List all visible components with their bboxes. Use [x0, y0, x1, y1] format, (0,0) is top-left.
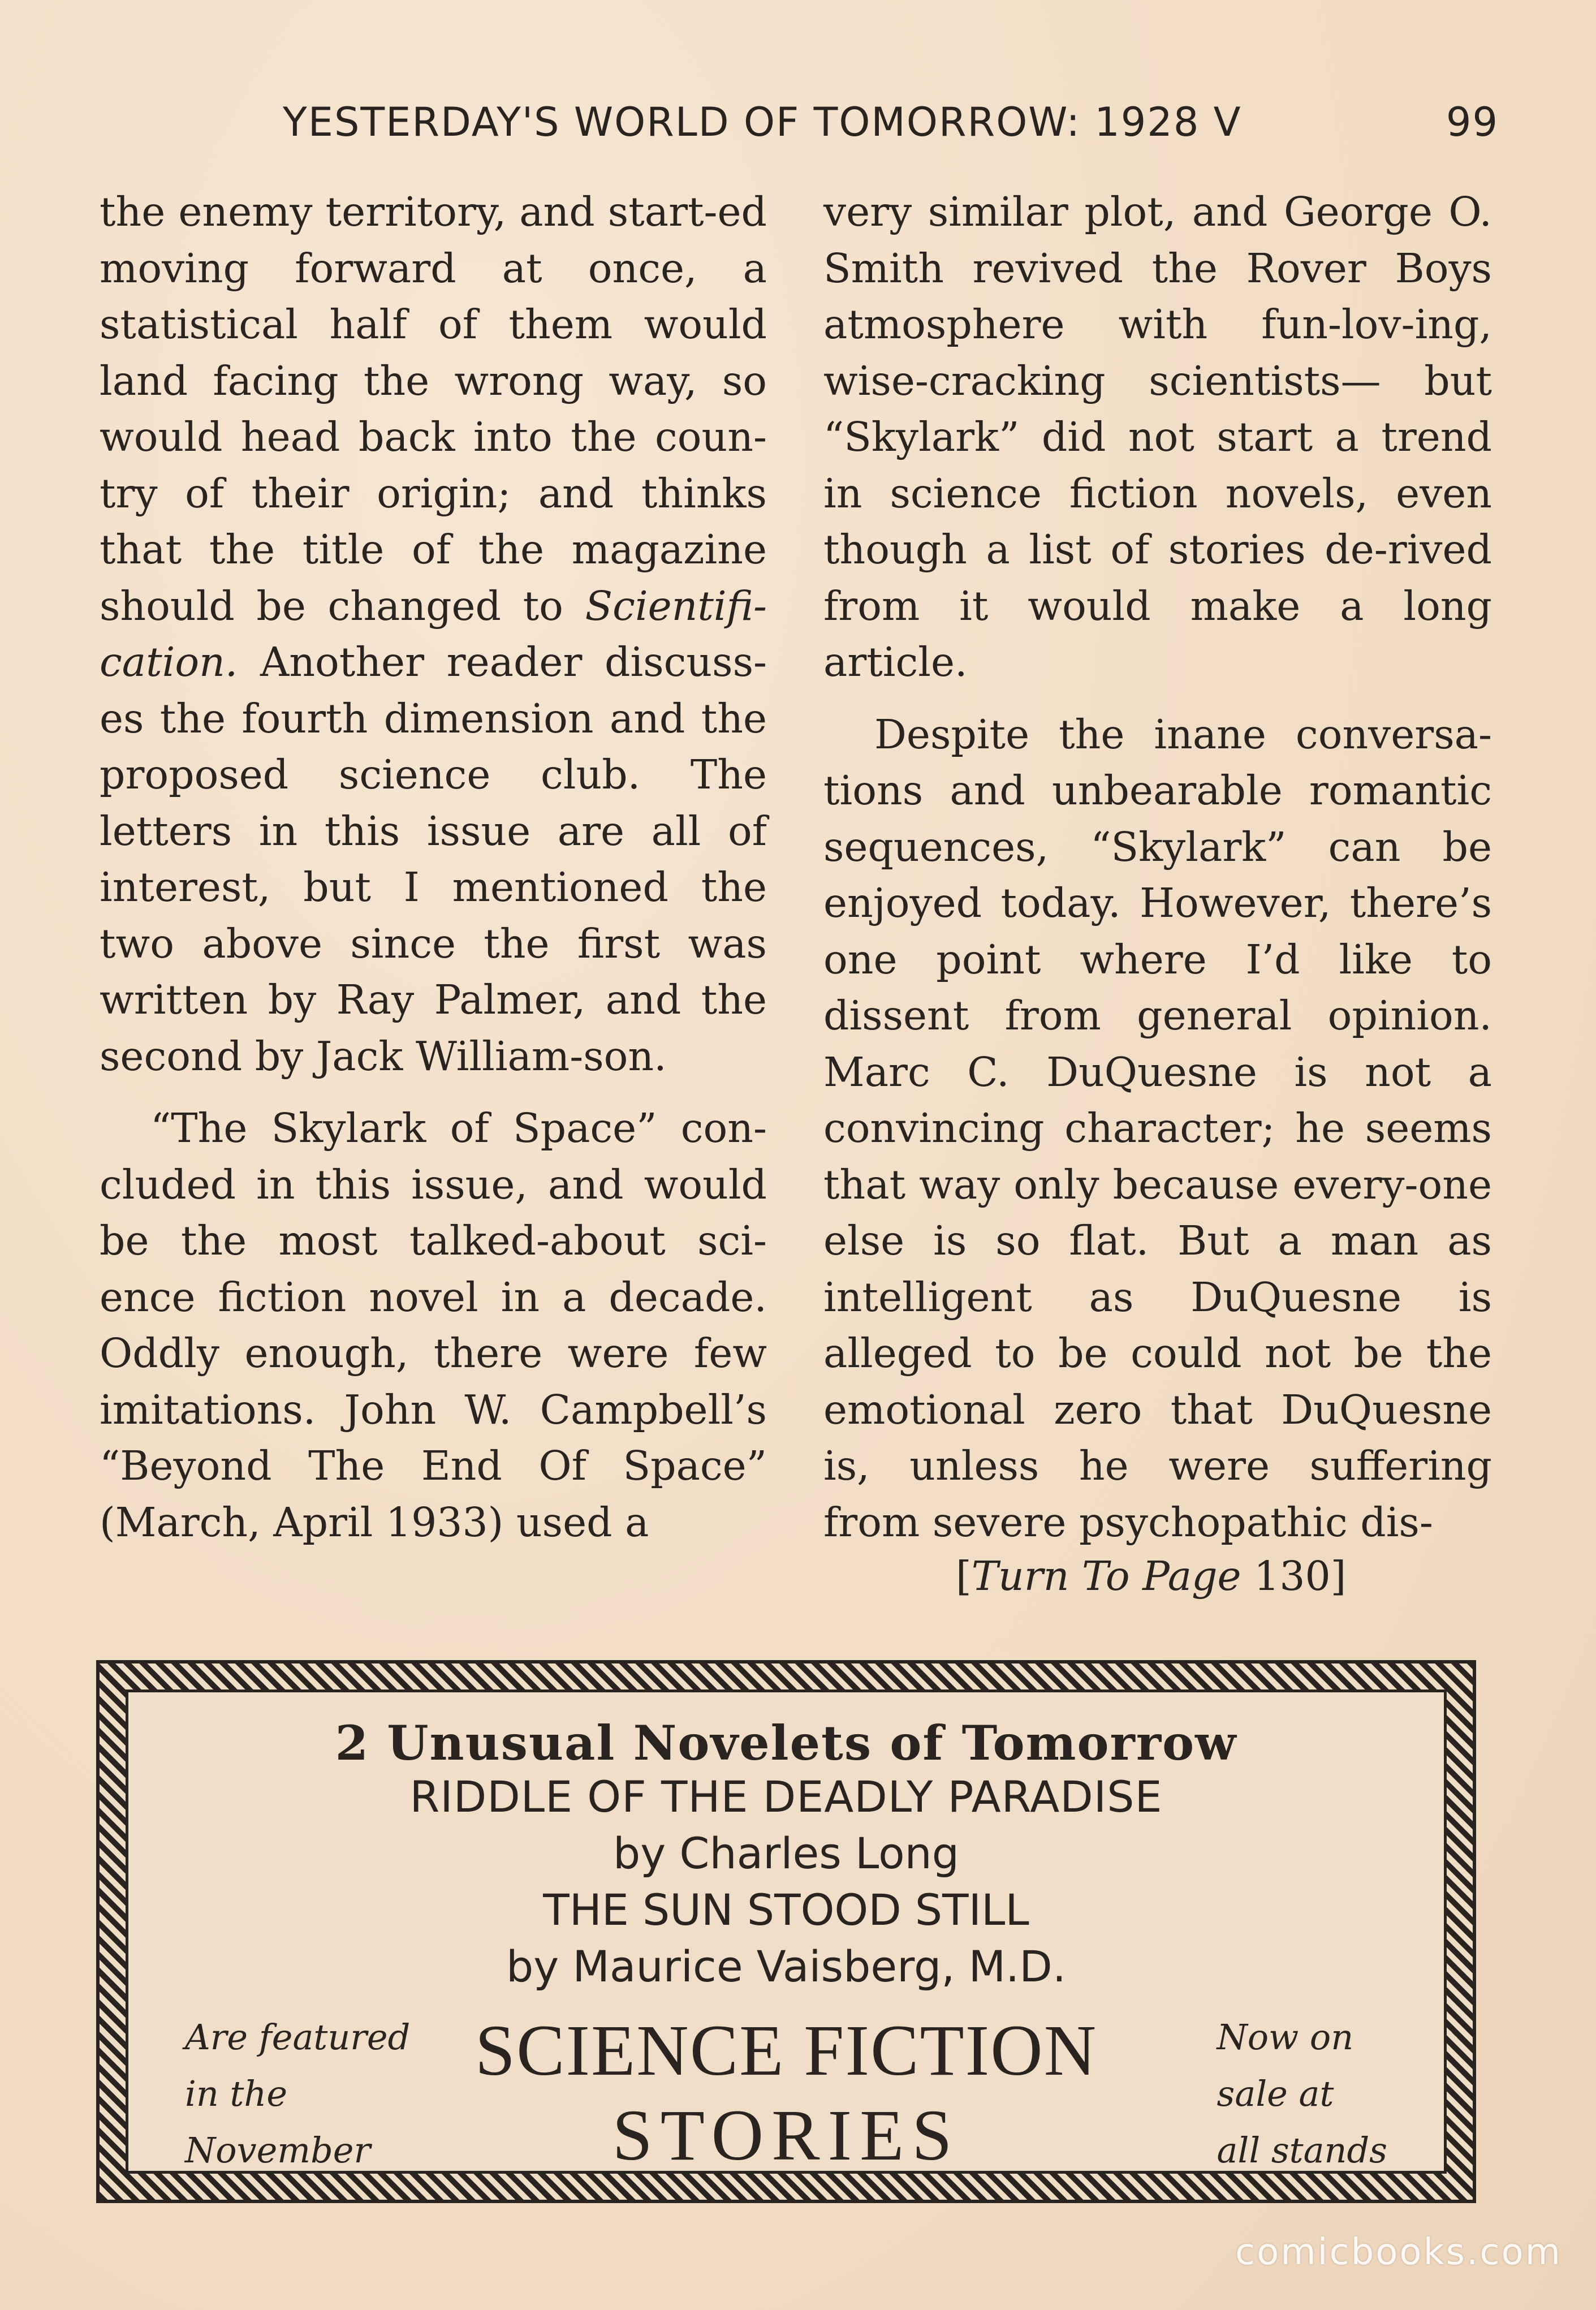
- left-paragraph-1: [100, 184, 767, 1084]
- ad-headline: 2 Unusual Novelets of Tomorrow: [335, 1715, 1237, 1771]
- right-paragraph-1: very similar plot, and George O. Smith revived the Rover Boys atmosphere with fun-lov-ing, wise-cracking scientists— but “Skylark” did not start a trend in science fiction novels, even though a list of stories de-rived from it would make a long article.: [823, 188, 1492, 686]
- right-column: [823, 184, 1492, 1550]
- ad-inner-panel: [126, 1690, 1447, 2174]
- ad-story2-author: by Maurice Vaisberg, M.D.: [506, 1941, 1066, 1992]
- ad-left-note-line: Are featured: [185, 2016, 411, 2058]
- advertisement-box: [96, 1660, 1476, 2203]
- ad-story1-title: RIDDLE OF THE DEADLY PARADISE: [409, 1772, 1163, 1822]
- left-p1-italic: Scientifi-cation.: [100, 582, 767, 686]
- continuation-page: 130]: [1254, 1553, 1347, 1600]
- page-number: 99: [1446, 99, 1499, 145]
- left-column: [100, 184, 767, 1550]
- ad-right-note-line: sale at: [1217, 2073, 1334, 2114]
- ad-right-note: [1217, 2009, 1387, 2179]
- ad-right-note-line: Now on: [1217, 2016, 1354, 2058]
- continuation-note: [956, 1553, 1346, 1600]
- right-paragraph-2: Despite the inane conversa-tions and unbearable romantic sequences, “Skylark” can be enjoyed today. However, there’s one point where I’d like to dissent from general opinion. Marc C. DuQuesne is not a convincing character; he seems that way only because every-one else is so flat. But a man as intelligent as DuQuesne is alleged to be could not be the emotional zero that DuQuesne is, unless he were suffering from severe psychopathic dis-: [823, 710, 1492, 1546]
- ad-left-note-line: in the: [185, 2073, 288, 2114]
- ad-left-note-line: November: [185, 2130, 371, 2171]
- ad-left-note: [185, 2009, 410, 2179]
- left-p1-text-b: Another reader discuss-es the fourth dimension and the proposed science club. The letters in this issue are all of interest, but I mentioned the two above since the first was written by Ray Palmer, and the second by Jack William-son.: [100, 639, 767, 1080]
- ad-story1-author: by Charles Long: [613, 1828, 959, 1878]
- ad-right-note-line: all stands: [1217, 2130, 1387, 2171]
- ad-magazine-name-line2: STORIES: [612, 2095, 960, 2175]
- left-p1-text-a: the enemy territory, and start-ed moving forward at once, a statistical half of them would land facing the wrong way, so would head back into the coun-try of their origin; and thinks that the title of the magazine should be changed to: [100, 188, 767, 630]
- continuation-bracket: [: [956, 1553, 972, 1600]
- site-watermark: comicbooks.com: [1235, 2231, 1562, 2273]
- left-paragraph-2: “The Skylark of Space” con-cluded in this issue, and would be the most talked-about sci-ence fiction novel in a decade. Oddly enough, there were few imitations. John W. Campbell’s “Beyond The End Of Space” (March, April 1933) used a: [100, 1105, 767, 1546]
- continuation-italic: Turn To Page: [971, 1553, 1241, 1600]
- running-header: [283, 99, 1499, 161]
- ad-magazine-name-line1: SCIENCE FICTION: [475, 2010, 1098, 2091]
- running-title: YESTERDAY'S WORLD OF TOMORROW: 1928 V: [283, 99, 1242, 145]
- ad-story2-title: THE SUN STOOD STILL: [543, 1885, 1029, 1935]
